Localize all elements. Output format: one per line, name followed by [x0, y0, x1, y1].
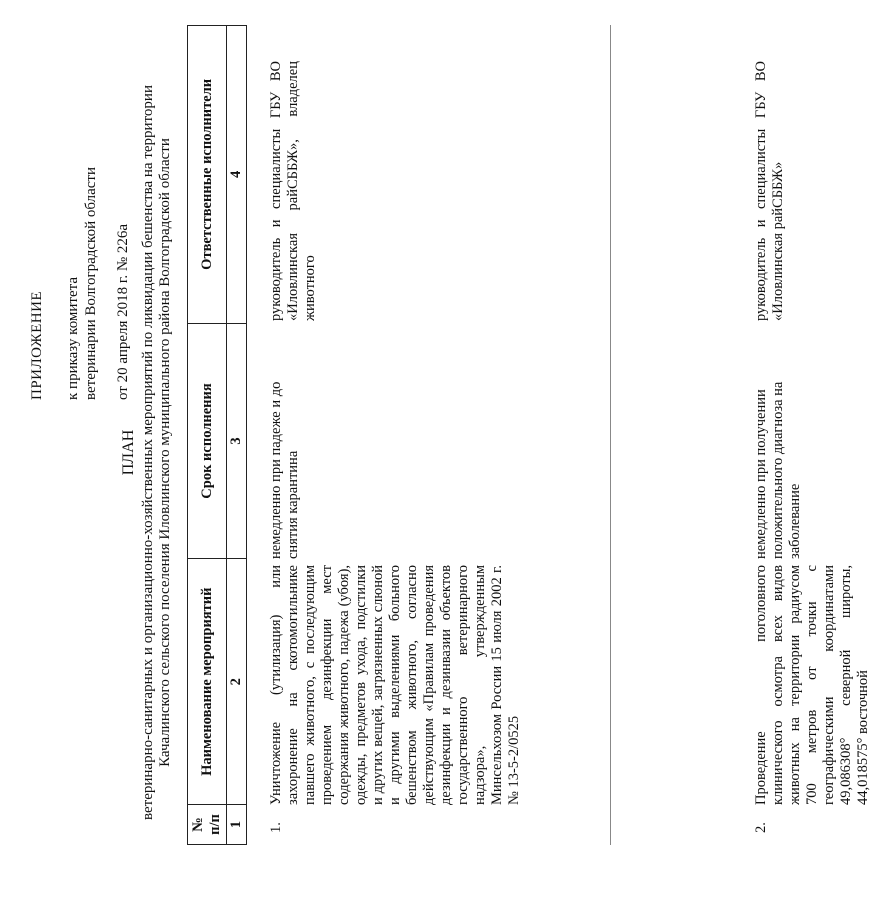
row-measure: Уничтожение (утилизация) или захоронение на скотомогильнике павшего животного, с последующим проведением дезинфекции мест содержания животного, падежа (убоя), одежды, предметов ухода, подстилки и других вещей, загрязненных слюной и другими выделениями больного бешенством животного, согласно действующим «Правилам проведения дезинфекции и дезинвазии объектов государственного ветеринарного надзора», утвержденным Минсельхозом России 15 июля 2002 г. № 13-5-2/0525 — [268, 565, 522, 805]
column-index: 3 — [227, 323, 247, 559]
row-term: немедленно при получении положительного диагноза на заболевание — [753, 381, 803, 559]
column-index: 2 — [227, 559, 247, 805]
row-number: 1. — [268, 822, 284, 833]
appendix-title: ПРИЛОЖЕНИЕ — [29, 290, 45, 400]
row-responsible: руководитель и специалисты ГБУ ВО «Иловлинская райСББЖ», владелец животного — [268, 61, 318, 321]
column-index: 4 — [227, 26, 247, 324]
appendix-date: от 20 апреля 2018 г. № 226а — [115, 223, 131, 400]
plan-title: ПЛАН — [120, 429, 137, 476]
appendix-line: ветеринарии Волгоградской области — [83, 167, 99, 400]
header-responsible: Ответственные исполнители — [188, 26, 227, 324]
divider — [610, 25, 611, 845]
column-index: 1 — [227, 805, 247, 845]
plan-table-body — [268, 25, 871, 845]
row-term: немедленно при падеже и до снятия карантина — [268, 381, 301, 559]
plan-table-header — [187, 25, 247, 845]
row-responsible: руководитель и специалисты ГБУ ВО «Иловлинская райСББЖ» — [753, 61, 786, 321]
appendix-block — [28, 100, 132, 400]
plan-subtitle-line: ветеринарно-санитарных и организационно-хозяйственных мероприятий по ликвидации бешенства на территории — [140, 85, 156, 820]
row-number: 2. — [753, 822, 769, 833]
header-term: Срок исполнения — [188, 323, 227, 559]
table-row — [753, 25, 873, 845]
plan-subtitle-line: Качалинского сельского поселения Иловлинского муниципального района Волгоградской области — [157, 138, 173, 767]
header-measure: Наименование мероприятий — [188, 559, 227, 805]
header-number: № п/п — [188, 805, 227, 845]
row-measure: Проведение поголовного клинического осмотра всех видов животных на территории радиусом 700 метров от точки с географическими координатами 49,086308° северной широты, 44,018575° восточной — [753, 565, 871, 805]
appendix-line: к приказу комитета — [65, 276, 81, 400]
plan-subtitle — [140, 40, 174, 865]
table-row — [268, 25, 522, 845]
